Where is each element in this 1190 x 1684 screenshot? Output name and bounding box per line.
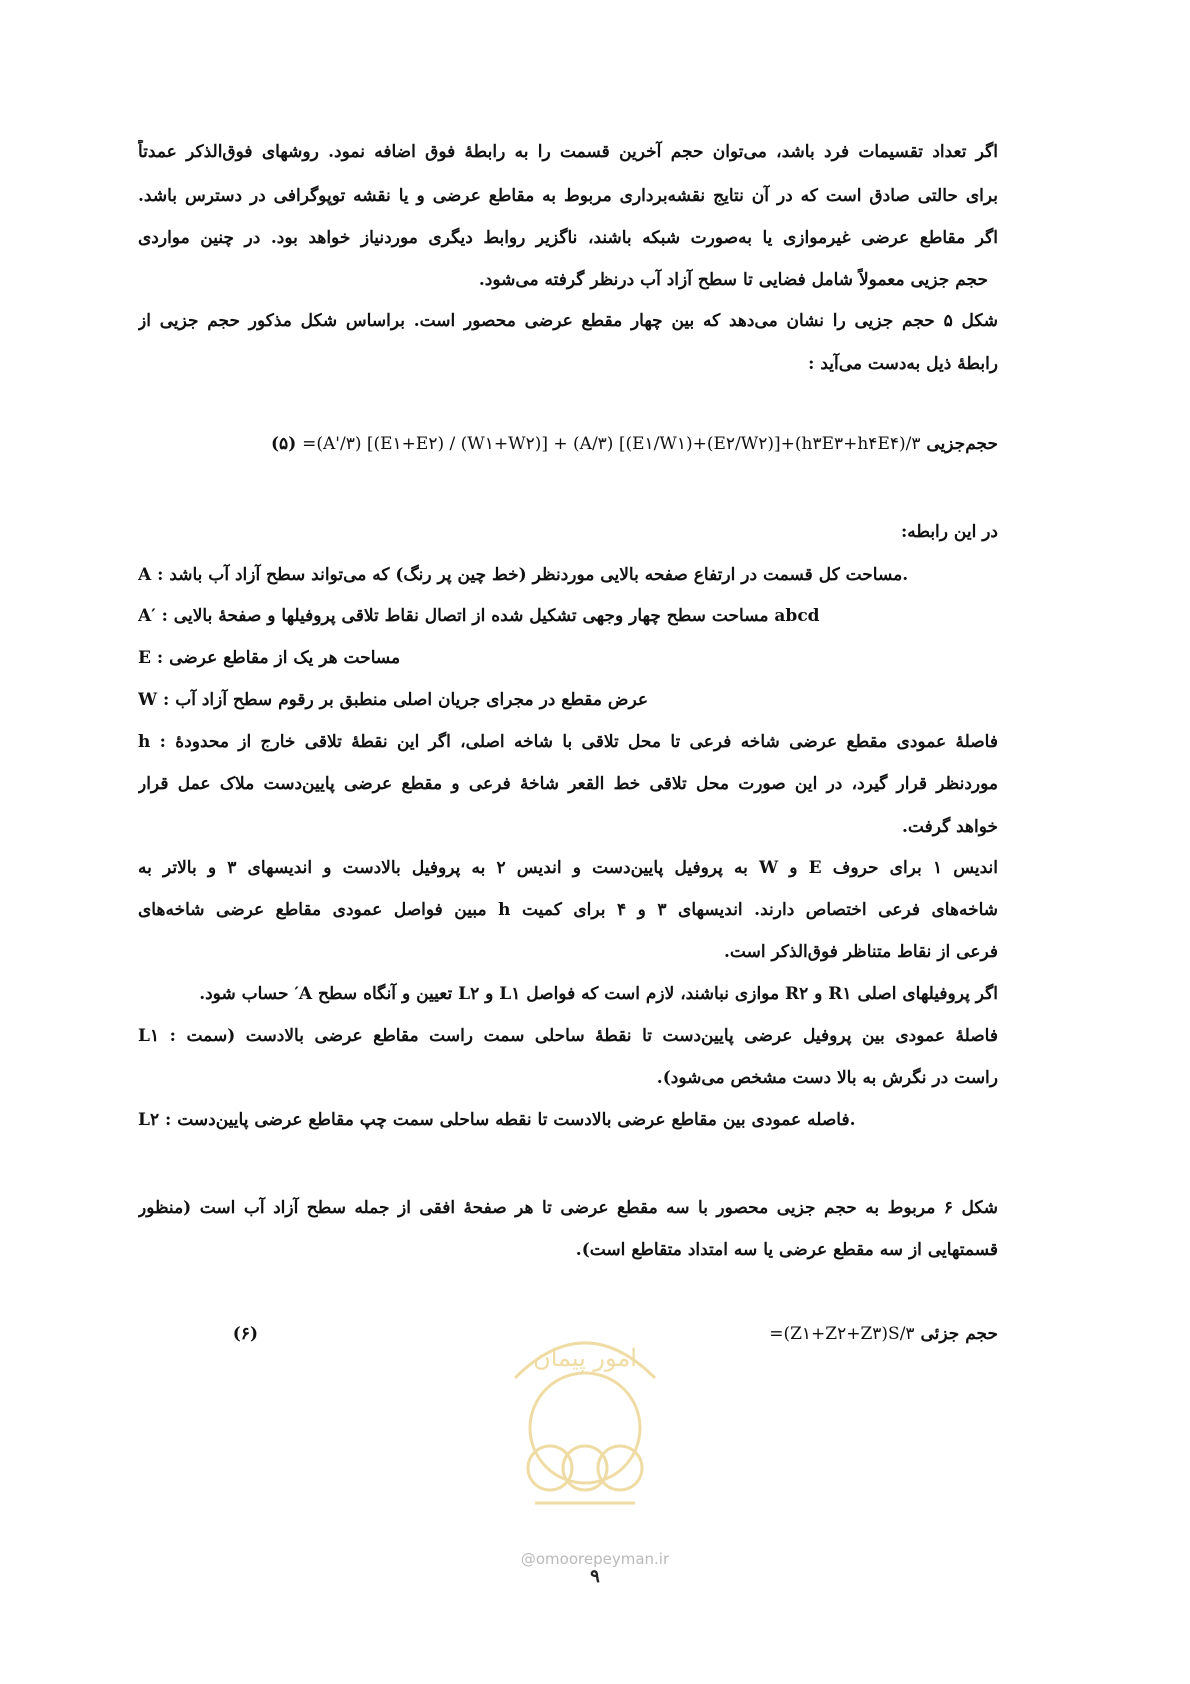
paragraph-1-line-3: اگر مقاطع عرضی غیرموازی یا به‌صورت شبکه باشند، ناگزیر روابط دیگری موردنیاز خواهد بود. در چنین مواردی (138, 228, 998, 248)
indices-line-1: اندیس ۱ برای حروف E و W به پروفیل پایین‌دست و اندیس ۲ به پروفیل بالادست و اندیسهای ۳ و بالاتر به (138, 858, 998, 878)
definition-W: W : عرض مقطع در مجرای جریان اصلی منطبق بر رقوم سطح آزاد آب (138, 690, 648, 710)
definition-L1-line-2: راست در نگرش به بالا دست مشخص می‌شود). (656, 1068, 998, 1088)
definition-L1-line-1: L۱ : فاصلهٔ عمودی بین پروفیل عرضی پایین‌دست تا نقطهٔ ساحلی سمت راست مقاطع عرضی بالادست (سمت (138, 1026, 998, 1046)
paragraph-1-line-4: حجم جزیی معمولاً شامل فضایی تا سطح آزاد آب درنظر گرفته می‌شود. (478, 270, 988, 290)
equation-5-lhs: حجم‌جزیی (926, 434, 998, 454)
equation-6-body: =(Z۱+Z۲+Z۳)S/۳ (769, 1324, 915, 1344)
definitions-heading: در این رابطه: (900, 522, 998, 542)
definition-A-prime: A′ : مساحت سطح چهار وجهی تشکیل شده از اتصال نقاط تلاقی پروفیلها و صفحهٔ بالایی abcd (138, 606, 820, 626)
equation-5-body: =(A'/۳) [(E۱+E۲) / (W۱+W۲)] + (A/۳) [(E۱/W۱)+(E۲/W۲)]+(h۳E۳+h۴E۴)/۳ (302, 434, 921, 454)
paragraph-2-line-2: رابطهٔ ذیل به‌دست می‌آید : (808, 354, 998, 374)
nonparallel-paragraph: اگر پروفیلهای اصلی R۱ و R۲ موازی نباشند، لازم است که فواصل L۱ و L۲ تعیین و آنگاه سطح A′ حساب شود. (199, 984, 998, 1004)
indices-line-3: فرعی از نقاط متناظر فوق‌الذکر است. (723, 942, 998, 962)
definition-h-line-1: h : فاصلهٔ عمودی مقطع عرضی شاخه فرعی تا محل تلاقی با شاخه اصلی، اگر این نقطهٔ تلاقی خارج از محدودهٔ (138, 732, 998, 752)
figure-6-line-2: قسمتهایی از سه مقطع عرضی یا سه امتداد متقاطع است). (575, 1240, 998, 1260)
definition-L2: L۲ : فاصله عمودی بین مقاطع عرضی بالادست تا نقطه ساحلی سمت چپ مقاطع عرضی پایین‌دست. (138, 1110, 856, 1130)
paragraph-1-line-2: برای حالتی صادق است که در آن نتایج نقشه‌برداری مربوط به مقاطع عرضی و یا نقشه توپوگرافی در دسترس باشد. (138, 186, 998, 206)
page-number: ۹ (590, 1566, 600, 1587)
indices-line-2: شاخه‌های فرعی اختصاص دارند. اندیسهای ۳ و ۴ برای کمیت h مبین فواصل عمودی مقاطع عرضی شاخه‌های (138, 900, 998, 920)
equation-6-number: (۶) (232, 1324, 258, 1344)
equation-5-number: (۵) (271, 434, 297, 454)
paragraph-2-line-1: شکل ۵ حجم جزیی را نشان می‌دهد که بین چهار مقطع عرضی محصور است. براساس شکل مذکور حجم جزیی از (138, 311, 998, 331)
definition-h-line-2: موردنظر قرار گیرد، در این صورت محل تلاقی خط القعر شاخهٔ فرعی و مقطع عرضی پایین‌دست ملاک عمل قرار (138, 774, 998, 794)
definition-E: E : مساحت هر یک از مقاطع عرضی (138, 648, 401, 668)
equation-5 (138, 432, 998, 456)
definition-A: A : مساحت کل قسمت در ارتفاع صفحه بالایی موردنظر (خط چین پر رنگ) که می‌تواند سطح آزاد آب باشد. (138, 565, 909, 585)
definition-h-line-3: خواهد گرفت. (901, 817, 998, 837)
equation-6-lhs: حجم جزئی (920, 1324, 998, 1344)
watermark-logo-text: امور پیمان (533, 1344, 637, 1372)
figure-6-line-1: شکل ۶ مربوط به حجم جزیی محصور با سه مقطع عرضی تا هر صفحهٔ افقی از جمله سطح آزاد آب است (منظور (138, 1198, 998, 1218)
paragraph-1-line-1: اگر تعداد تقسیمات فرد باشد، می‌توان حجم آخرین قسمت را به رابطهٔ فوق اضافه نمود. روشهای فوق‌الذکر عمدتاً (138, 142, 998, 162)
watermark-logo (495, 1318, 675, 1518)
watermark-site: @omoorepeyman.ir (520, 1550, 670, 1568)
